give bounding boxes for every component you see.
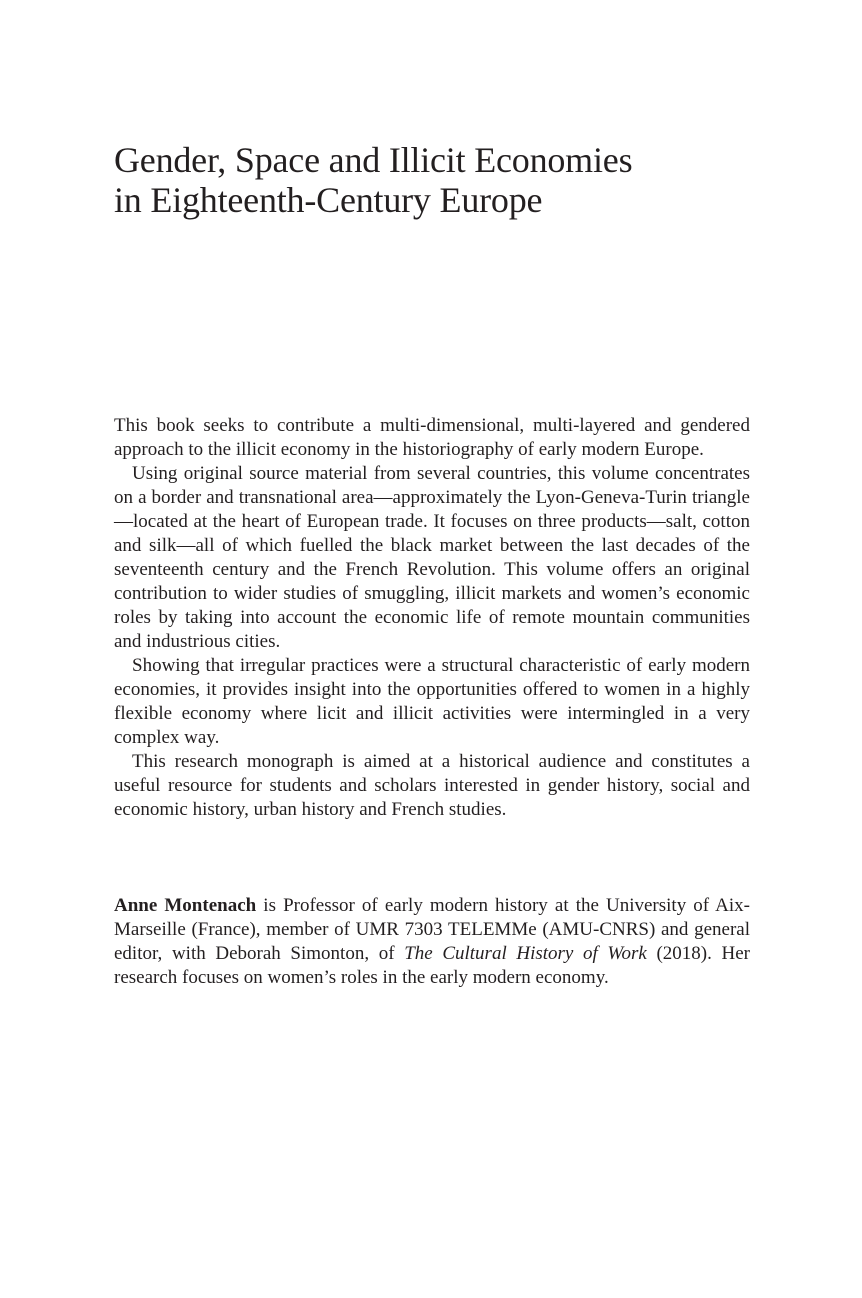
description-paragraph: This book seeks to contribute a multi-dimensional, multi-layered and gendered approach to the illicit economy in the historiography of early modern Europe. xyxy=(114,415,750,460)
book-description xyxy=(114,414,750,822)
page-title xyxy=(114,140,754,220)
description-paragraph: Showing that irregular practices were a structural characteristic of early modern economies, it provides insight into the opportunities offered to women in a highly flexible economy where licit and illicit activities were intermingled in a very complex way. xyxy=(114,655,750,748)
author-bio xyxy=(114,894,750,990)
title-line-1: Gender, Space and Illicit Economies xyxy=(114,140,633,180)
bio-text-after-title: (2018). Her research focuses on women’s roles in the early modern economy. xyxy=(114,943,751,988)
title-line-2: in Eighteenth-Century Europe xyxy=(114,180,543,220)
book-title: The Cultural History of Work xyxy=(404,943,647,964)
description-paragraph: Using original source material from several countries, this volume concentrates on a border and transnational area—approximately the Lyon-Geneva-Turin triangle—located at the heart of European trade. It focuses on three products—salt, cotton and silk—all of which fuelled the black market between the last decades of the seventeenth century and the French Revolution. This volume offers an original contribution to wider studies of smuggling, illicit markets and women’s economic roles by taking into account the economic life of remote mountain communities and industrious cities. xyxy=(114,463,750,652)
bio-text-before-title: is Professor of early modern history at the University of Aix-Marseille (France), member of UMR 7303 TELEMMe (AMU-CNRS) and general editor, with Deborah Simonton, of xyxy=(114,895,750,964)
description-paragraph: This research monograph is aimed at a historical audience and constitutes a useful resource for students and scholars interested in gender history, social and economic history, urban history and French studies. xyxy=(114,751,750,820)
author-name: Anne Montenach xyxy=(114,895,257,916)
